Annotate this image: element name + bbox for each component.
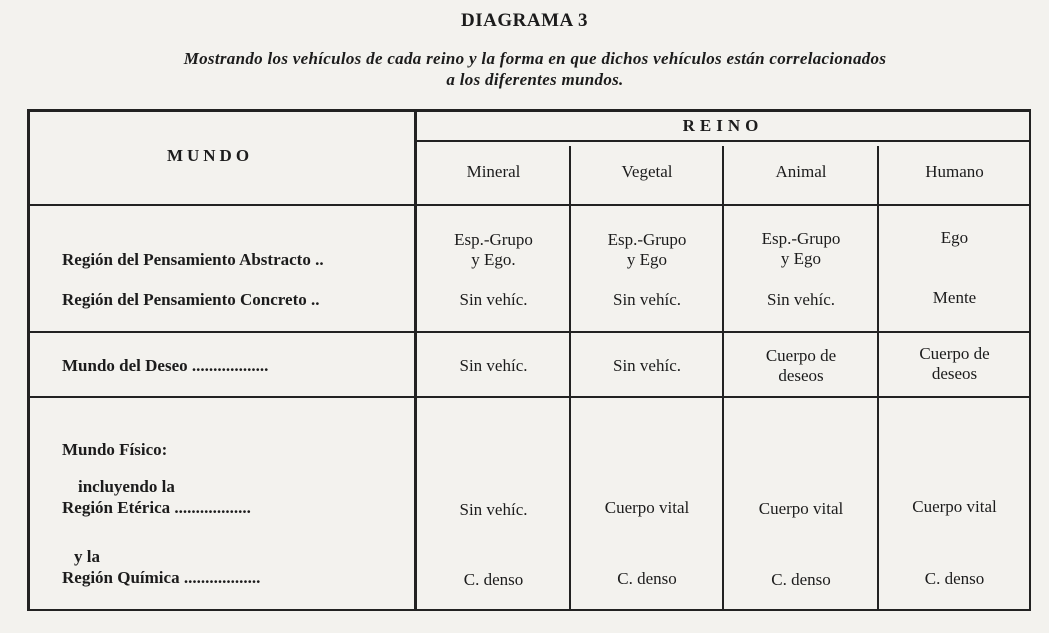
cell-line: y Ego xyxy=(626,250,668,269)
cell-deseo-vegetal xyxy=(571,356,723,376)
divider-reino-subheader xyxy=(416,140,1030,142)
cell-abstracto-animal xyxy=(724,229,878,269)
row-label-incluyendo: incluyendo la xyxy=(78,477,175,496)
row-label-eterica: Región Etérica .................. xyxy=(62,498,251,517)
cell-abstracto-vegetal xyxy=(571,230,723,270)
cell-concreto-humano: Mente xyxy=(932,288,977,307)
divider-pensamiento-deseo xyxy=(29,331,1030,333)
cell-line: Esp.-Grupo xyxy=(454,230,533,249)
cell-deseo-mineral xyxy=(417,356,570,376)
row-label-quimica: Región Química .................. xyxy=(62,568,261,587)
cell-abstracto-humano xyxy=(879,228,1030,248)
cell-line: y Ego. xyxy=(471,250,516,269)
subtitle-line-2: a los diferentes mundos. xyxy=(446,70,624,89)
cell-line: Cuerpo de xyxy=(919,344,990,363)
reino-header: REINO xyxy=(682,116,764,135)
row-label-deseo: Mundo del Deseo .................. xyxy=(62,356,269,375)
cell-eterica-vegetal: Cuerpo vital xyxy=(604,498,690,517)
cell-concreto-mineral: Sin vehíc. xyxy=(459,290,528,309)
cell-eterica-animal: Cuerpo vital xyxy=(758,499,844,518)
cell-quimica-animal: C. denso xyxy=(771,570,831,589)
row-label-fisico: Mundo Físico: xyxy=(62,440,168,459)
cell-line: Sin vehíc. xyxy=(459,356,528,375)
subtitle-line-1: Mostrando los vehículos de cada reino y la forma en que dichos vehículos están correlacionados xyxy=(183,49,887,68)
row-label-abstracto: Región del Pensamiento Abstracto .. xyxy=(62,250,324,269)
cell-line: Esp.-Grupo xyxy=(761,229,841,248)
cell-line: Ego xyxy=(940,228,969,247)
row-label-y-la: y la xyxy=(74,547,100,566)
cell-line: Cuerpo de xyxy=(765,346,837,365)
cell-line: Sin vehíc. xyxy=(613,356,681,375)
cell-line: y Ego xyxy=(780,249,822,268)
divider-deseo-fisico xyxy=(29,396,1030,398)
diagram-title: DIAGRAMA 3 xyxy=(461,10,588,31)
cell-concreto-animal: Sin vehíc. xyxy=(767,290,835,309)
cell-deseo-humano xyxy=(879,344,1030,384)
divider-mineral-vegetal xyxy=(569,146,571,611)
col-header-humano: Humano xyxy=(925,162,984,181)
cell-abstracto-mineral xyxy=(417,230,570,270)
cell-eterica-humano: Cuerpo vital xyxy=(912,497,997,516)
col-header-vegetal: Vegetal xyxy=(621,162,673,181)
diagram-subtitle xyxy=(100,48,970,90)
divider-header-body xyxy=(29,204,1030,206)
col-header-animal: Animal xyxy=(775,162,827,181)
col-header-mineral: Mineral xyxy=(466,162,521,181)
cell-deseo-animal xyxy=(724,346,878,386)
cell-line: Esp.-Grupo xyxy=(607,230,687,249)
cell-quimica-mineral: C. denso xyxy=(463,570,524,589)
cell-concreto-vegetal: Sin vehíc. xyxy=(613,290,681,309)
mundo-header: MUNDO xyxy=(166,146,254,165)
cell-line: deseos xyxy=(778,366,824,385)
cell-quimica-vegetal: C. denso xyxy=(617,569,677,588)
cell-line: deseos xyxy=(931,364,978,383)
cell-quimica-humano: C. denso xyxy=(924,569,985,588)
cell-eterica-mineral: Sin vehíc. xyxy=(459,500,528,519)
row-label-concreto: Región del Pensamiento Concreto .. xyxy=(62,290,320,309)
